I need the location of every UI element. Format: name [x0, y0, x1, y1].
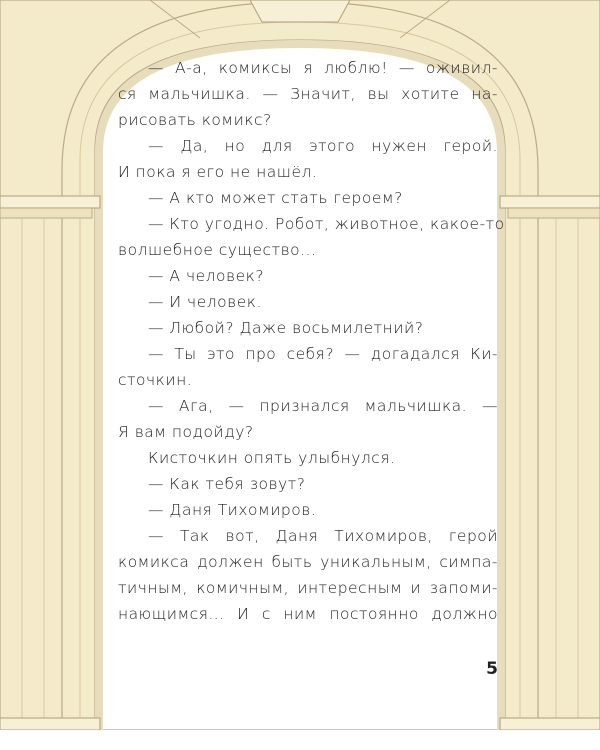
text-line: сточкин. — [118, 371, 193, 389]
text-line: — Даня Тихомиров. — [148, 501, 317, 519]
text-line: — Так вот, Даня Тихомиров, герой — [148, 527, 498, 545]
text-line: — Кто угодно. Робот, животное, какое-то — [148, 215, 505, 233]
text-line: нающимся... И с ним постоянно должно — [118, 605, 498, 623]
left-base — [0, 718, 100, 730]
right-ledge-top — [500, 196, 600, 208]
text-line: — А кто может стать героем? — [148, 189, 403, 207]
left-ledge-top — [0, 196, 100, 208]
text-line: Я вам подойду? — [118, 423, 254, 441]
text-line: И пока я его не нашёл. — [118, 163, 318, 181]
keystone — [250, 0, 350, 22]
floor-strip — [0, 730, 600, 750]
text-line: Кисточкин опять улыбнулся. — [148, 449, 396, 467]
right-base — [500, 718, 600, 730]
text-line: — Ты это про себя? — догадался Ки- — [148, 345, 498, 363]
text-line: тичным, комичным, интересным и запоми- — [118, 579, 498, 597]
text-line: — И человек. — [148, 293, 262, 311]
text-line: волшебное существо... — [118, 241, 317, 259]
text-line: — А-а, комиксы я люблю! — оживил- — [148, 59, 498, 77]
text-line: — А человек? — [148, 267, 265, 285]
text-line: ся мальчишка. — Значит, вы хотите на- — [118, 85, 498, 103]
text-line: — Ага, — признался мальчишка. — — [148, 397, 498, 415]
text-line: рисовать комикс? — [118, 111, 272, 129]
text-line: — Любой? Даже восьмилетний? — [148, 319, 424, 337]
page-number: 5 — [486, 659, 498, 679]
left-ledge-bottom — [0, 208, 92, 218]
right-ledge-bottom — [508, 208, 600, 218]
text-line: — Да, но для этого нужен герой. — [148, 137, 498, 155]
text-line: — Как тебя зовут? — [148, 475, 306, 493]
text-line: комикса должен быть уникальным, симпа- — [118, 553, 498, 571]
